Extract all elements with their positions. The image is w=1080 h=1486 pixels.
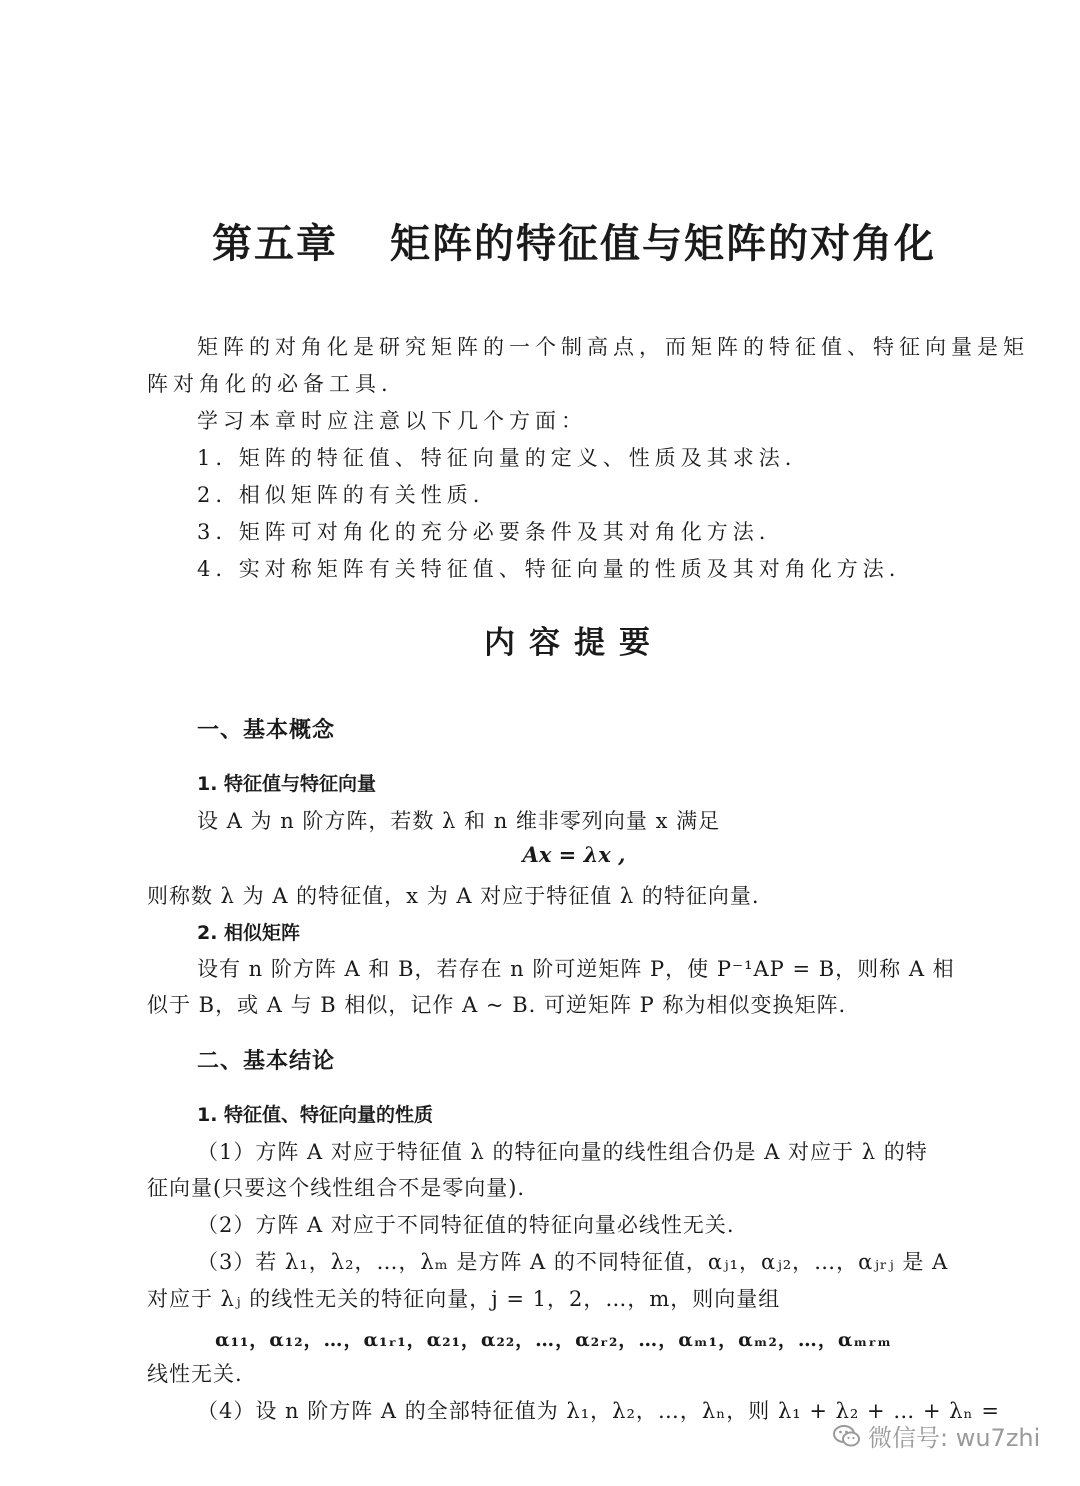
property-1-line2: 征向量(只要这个线性组合不是零向量). — [147, 1176, 526, 1200]
intro-paragraph-line1: 矩阵的对角化是研究矩阵的一个制高点，而矩阵的特征值、特征向量是矩 — [197, 335, 1029, 359]
definition-eigen-end: 则称数 λ 为 A 的特征值，x 为 A 对应于特征值 λ 的特征向量. — [147, 884, 760, 908]
intro-item: 2. 相似矩阵的有关性质. — [197, 483, 485, 507]
intro-item: 4. 实对称矩阵有关特征值、特征向量的性质及其对角化方法. — [197, 557, 901, 581]
property-2: （2）方阵 A 对应于不同特征值的特征向量必线性无关. — [197, 1213, 735, 1237]
definition-eigen: 设 A 为 n 阶方阵，若数 λ 和 n 维非零列向量 x 满足 — [197, 809, 721, 833]
intro-item: 1. 矩阵的特征值、特征向量的定义、性质及其求法. — [197, 446, 797, 470]
formula-eigen: Ax = λx , — [522, 842, 626, 867]
wechat-watermark — [832, 1418, 1040, 1453]
property-3-line1: （3）若 λ₁，λ₂，…，λₘ 是方阵 A 的不同特征值，αⱼ₁，αⱼ₂，…，αⱼᵣⱼ 是 A — [197, 1250, 949, 1274]
chapter-title — [0, 212, 1080, 269]
property-3-end: 线性无关. — [147, 1362, 243, 1386]
definition-similar-line1: 设有 n 阶方阵 A 和 B，若存在 n 阶可逆矩阵 P，使 P⁻¹AP = B，则称 A 相 — [197, 957, 955, 981]
intro-attention: 学习本章时应注意以下几个方面： — [197, 409, 587, 433]
property-3-vector-group: α₁₁，α₁₂，…，α₁ᵣ₁，α₂₁，α₂₂，…，α₂ᵣ₂，…，αₘ₁，αₘ₂，…，αₘᵣₘ — [215, 1329, 893, 1351]
subheading-eigen: 1. 特征值与特征向量 — [197, 773, 377, 795]
watermark-text: 微信号: wu7zhi — [868, 1424, 1041, 1452]
section-heading-basic-concepts: 一、基本概念 — [197, 718, 336, 743]
property-4-line1: （4）设 n 阶方阵 A 的全部特征值为 λ₁，λ₂，…，λₙ，则 λ₁ + λ₂ + … + λₙ = — [197, 1399, 1000, 1423]
property-3-line2: 对应于 λⱼ 的线性无关的特征向量，j = 1，2，…，m，则向量组 — [147, 1287, 781, 1311]
chapter-name: 矩阵的特征值与矩阵的对角化 — [390, 221, 936, 267]
wechat-icon — [832, 1423, 862, 1449]
section-heading-basic-results: 二、基本结论 — [197, 1049, 336, 1074]
property-1-line1: （1）方阵 A 对应于特征值 λ 的特征向量的线性组合仍是 A 对应于 λ 的特 — [197, 1140, 928, 1164]
intro-paragraph-line2: 阵对角化的必备工具. — [147, 372, 393, 396]
chapter-number: 第五章 — [212, 221, 338, 267]
subheading-properties: 1. 特征值、特征向量的性质 — [197, 1104, 434, 1126]
summary-title: 内容提要 — [484, 625, 664, 661]
subheading-similar: 2. 相似矩阵 — [197, 922, 301, 944]
definition-similar-line2: 似于 B，或 A 与 B 相似，记作 A ~ B. 可逆矩阵 P 称为相似变换矩阵. — [147, 993, 847, 1017]
intro-item: 3. 矩阵可对角化的充分必要条件及其对角化方法. — [197, 520, 771, 544]
